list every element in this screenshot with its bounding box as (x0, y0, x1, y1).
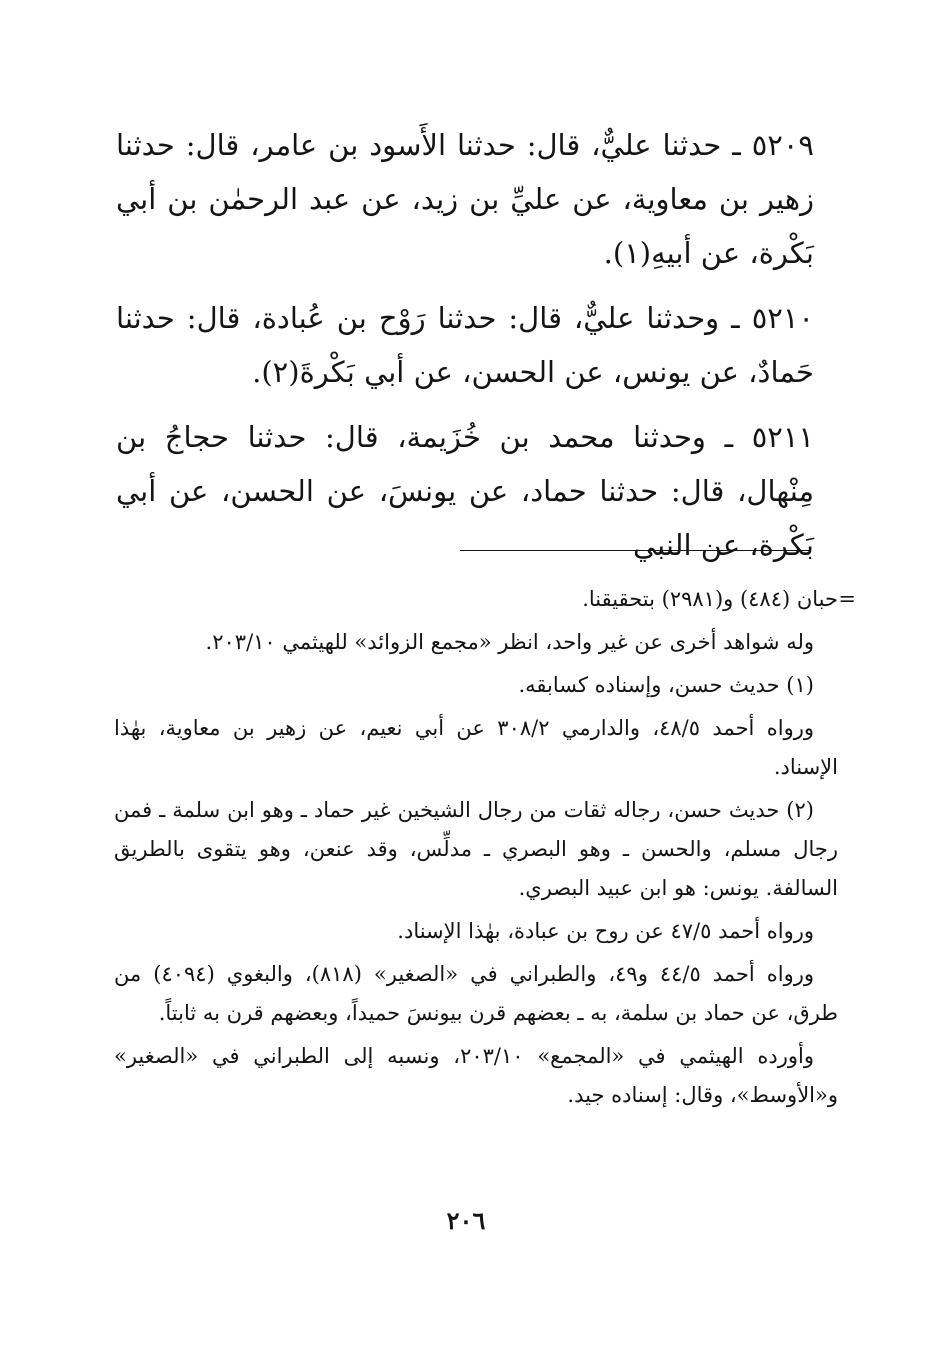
hadith-5210: ٥٢١٠ ـ وحدثنا عليٌّ، قال: حدثنا رَوْح بن عُبادة، قال: حدثنا حَمادٌ، عن يونس، عن الحسن، عن أبي بَكْرةَ(٢). (116, 301, 814, 389)
footnote-line: وأورده الهيثمي في «المجمع» ٢٠٣/١٠، ونسبه إلى الطبراني في «الصغير» و«الأوسط»، وقال: إسناده جيد. (114, 1044, 838, 1107)
hadith-5209: ٥٢٠٩ ـ حدثنا عليٌّ، قال: حدثنا الأَسود بن عامر، قال: حدثنا زهير بن معاوية، عن عليِّ بن زيد، عن عبد الرحمٰن بن أبي بَكْرة، عن أبيهِ(١). (116, 128, 814, 270)
footnote-2: (٢) حديث حسن، رجاله ثقات من رجال الشيخين غير حماد ـ وهو ابن سلمة ـ فمن رجال مسلم، والحسن ـ وهو البصري ـ مدلِّس، وقد عنعن، وهو يتقوى بالطريق السالفة. يونس: هو ابن عبيد البصري. (114, 798, 838, 900)
footnote-line: ورواه أحمد ٤٤/٥ و٤٩، والطبراني في «الصغير» (٨١٨)، والبغوي (٤٠٩٤) من طرق، عن حماد بن سلمة، به ـ بعضهم قرن بيونسَ حميداً، وبعضهم قرن به ثابتاً. (114, 962, 838, 1025)
hadith-5211: ٥٢١١ ـ وحدثنا محمد بن خُزَيمة، قال: حدثنا حجاجُ بن مِنْهال، قال: حدثنا حماد، عن يونسَ، عن الحسن، عن أبي بَكْرة، عن النبي (116, 420, 814, 562)
page-number: ٢٠٦ (446, 1206, 486, 1235)
main-text (116, 118, 814, 583)
footnote-1: (١) حديث حسن، وإسناده كسابقه. (518, 673, 814, 697)
footnote-separator (460, 550, 810, 551)
continuation-mark: = (838, 587, 856, 611)
footnotes (114, 580, 856, 1119)
footnote-line: حبان (٤٨٤) و(٢٩٨١) بتحقيقنا. (582, 587, 838, 611)
footnote-line: وله شواهد أخرى عن غير واحد، انظر «مجمع الزوائد» للهيثمي ٢٠٣/١٠. (205, 630, 814, 654)
footnote-line: ورواه أحمد ٤٨/٥، والدارمي ٣٠٨/٢ عن أبي نعيم، عن زهير بن معاوية، بهٰذا الإسناد. (114, 716, 838, 779)
footnote-line: ورواه أحمد ٤٧/٥ عن روح بن عبادة، بهٰذا الإسناد. (397, 919, 814, 943)
